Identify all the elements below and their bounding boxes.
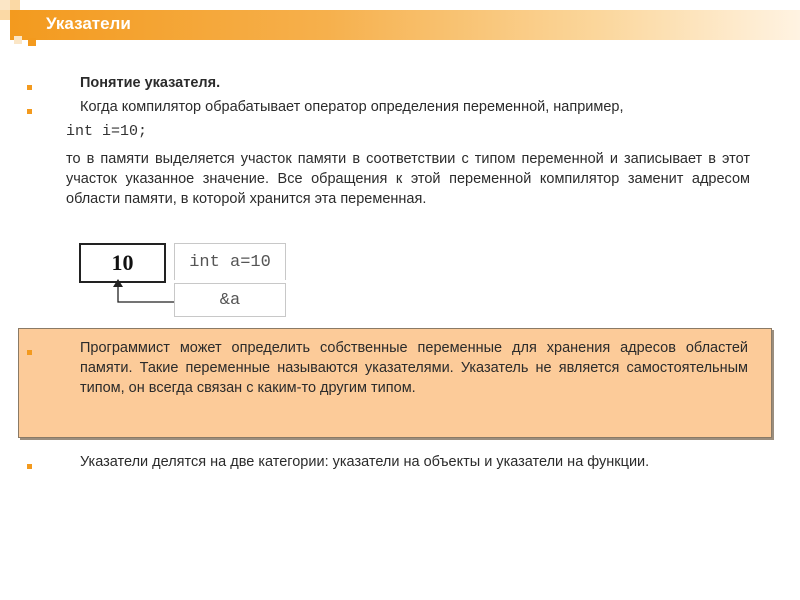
value-box: 10 bbox=[79, 243, 166, 283]
decor-square bbox=[14, 36, 22, 44]
address-arrow bbox=[100, 278, 180, 308]
bullet-marker bbox=[27, 464, 32, 469]
decor-square bbox=[28, 38, 36, 46]
bullet-text: Когда компилятор обрабатывает оператор определения переменной, например, bbox=[80, 99, 624, 115]
address-cell: &a bbox=[174, 283, 286, 317]
decor-square bbox=[0, 10, 10, 20]
bullet-text: Понятие указателя. bbox=[80, 75, 221, 91]
decor-square bbox=[10, 0, 20, 10]
bullet-text: Указатели делятся на две категории: указатели на объекты и указатели на функции. bbox=[80, 454, 650, 470]
declaration-cell: int a=10 bbox=[174, 243, 286, 280]
highlight-text: Программист может определить собственные переменные для хранения адресов областей памяти. Такие переменные называются указателями. Указатель не является самостоятельным типом, он всегда связан с каким-то другим типом. bbox=[80, 340, 748, 396]
slide-title: Указатели bbox=[46, 14, 131, 33]
bullet-marker bbox=[27, 109, 32, 114]
paragraph-text: то в памяти выделяется участок памяти в соответствии с типом переменной и записывает в этот участок указанное значение. Все обращения к этой переменной компилятор заменит адресом области памяти, в которой хранится эта переменная. bbox=[66, 151, 750, 207]
bullet-marker bbox=[27, 350, 32, 355]
decor-square bbox=[0, 0, 10, 10]
code-line: int i=10; bbox=[66, 123, 148, 140]
bullet-marker bbox=[27, 85, 32, 90]
